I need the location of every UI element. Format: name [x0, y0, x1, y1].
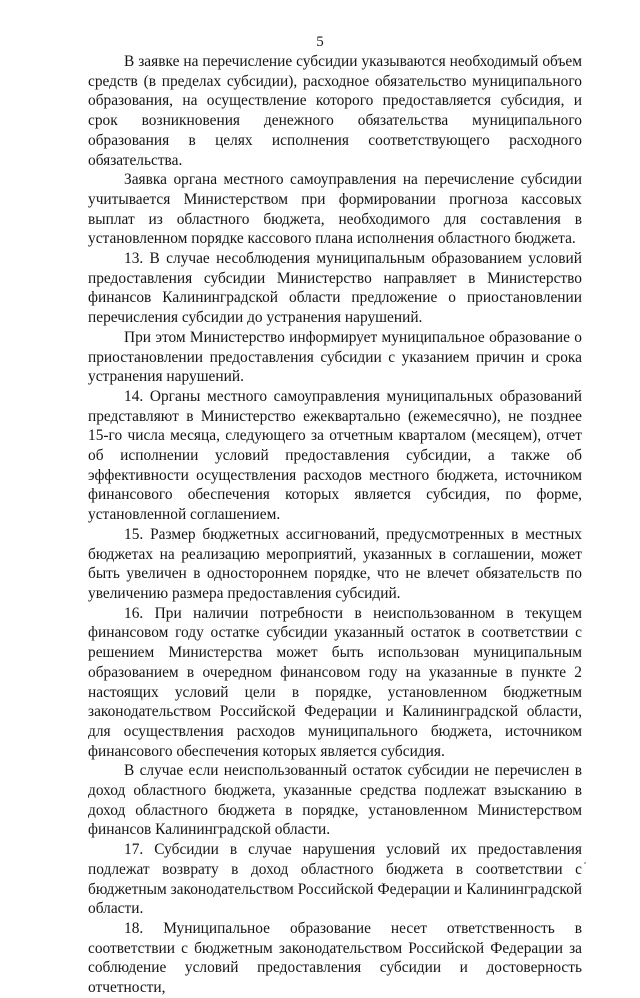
scan-speck: [584, 862, 586, 864]
paragraph-item-17: 17. Субсидии в случае нарушения условий их предоставления подлежат возврату в доход областного бюджета в соответствии с бюджетным законодательством Российской Федерации и Калининградской области.: [88, 841, 582, 918]
paragraph-item-15: 15. Размер бюджетных ассигнований, предусмотренных в местных бюджетах на реализацию мероприятий, указанных в соглашении, может быть увеличен в одностороннем порядке, что не влечет обязательств по увеличению размера предоставления субсидий.: [88, 525, 582, 602]
paragraph-item-13-notice: При этом Министерство информирует муниципальное образование о приостановлении предоставления субсидии с указанием причин и срока устранения нарушений.: [88, 328, 582, 386]
page-number: 5: [316, 34, 324, 50]
document-body: [88, 52, 582, 998]
paragraph-item-16: 16. При наличии потребности в неиспользованном в текущем финансовом году остатке субсидии указанный остаток в соответствии с решением Министерства может быть использован муниципальным образованием в очередном финансовом году на указанные в пункте 2 настоящих условий цели в порядке, установленном бюджетным законодательством Российской Федерации и Калининградской области, для осуществления расходов муниципального бюджета, источником финансового обеспечения которых является субсидия.: [88, 604, 582, 760]
paragraph-item-14: 14. Органы местного самоуправления муниципальных образований представляют в Министерство ежеквартально (ежемесячно), не позднее 15-го числа месяца, следующего за отчетным кварталом (месяцем), отчет об исполнении условий предоставления субсидии, а также об эффективности осуществления расходов местного бюджета, источником финансового обеспечения которых является субсидия, по форме, установленной соглашением.: [88, 387, 582, 524]
paragraph-item-13: 13. В случае несоблюдения муниципальным образованием условий предоставления субсидии Министерство направляет в Министерство финансов Калининградской области предложение о приостановлении перечисления субсидии до устранения нарушений.: [88, 250, 582, 327]
paragraph-item-18: 18. Муниципальное образование несет ответственность в соответствии с бюджетным законодательством Российской Федерации за соблюдение условий предоставления субсидии и достоверность отчетности,: [88, 919, 582, 997]
paragraph-application-forecast: Заявка органа местного самоуправления на перечисление субсидии учитывается Министерством при формировании прогноза кассовых выплат из областного бюджета, необходимого для составления в установленном порядке кассового плана исполнения областного бюджета.: [88, 171, 582, 248]
paragraph-item-16-remainder: В случае если неиспользованный остаток субсидии не перечислен в доход областного бюджета, указанные средства подлежат взысканию в доход областного бюджета в порядке, установленном Министерством финансов Калининградской области.: [88, 762, 582, 839]
paragraph-application-request: В заявке на перечисление субсидии указываются необходимый объем средств (в пределах субсидии), расходное обязательство муниципального образования, на осуществление которого предоставляется субсидия, и срок возникновения денежного обязательства муниципального образования в целях исполнения соответствующего расходного обязательства.: [88, 53, 582, 169]
